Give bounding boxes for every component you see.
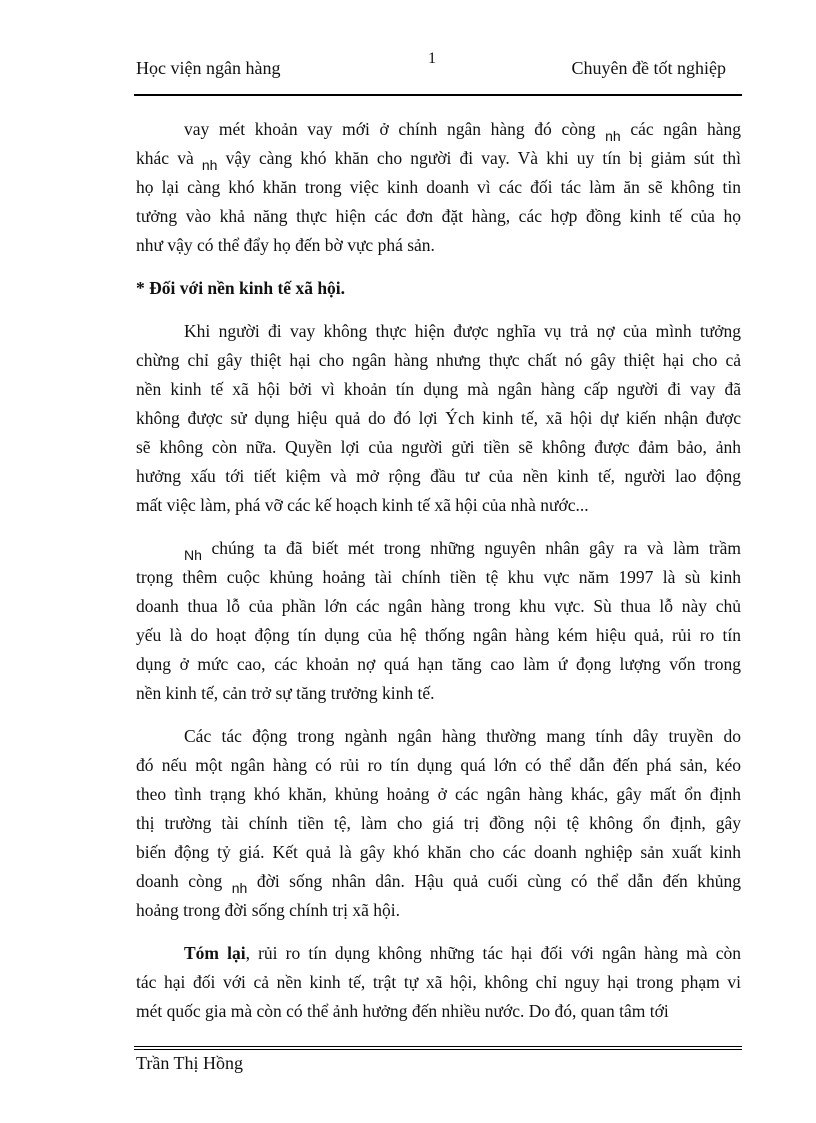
- text-line: [136, 867, 741, 896]
- text-line: [136, 534, 741, 563]
- text-line: trọng thêm cuộc khủng hoảng tài chính tiền tệ khu vực năm 1997 là sù kinh: [136, 567, 741, 587]
- text-line: chừng chỉ gây thiệt hại cho ngân hàng nhưng thực chất nó gây thiệt hại cho cả: [136, 350, 741, 370]
- paragraph-2: [136, 317, 741, 520]
- header-document-type: Chuyên đề tốt nghiệp: [571, 58, 726, 78]
- text-line: [136, 939, 741, 968]
- text-run-small: nh: [231, 880, 248, 896]
- text-line: Các tác động trong ngành ngân hàng thường mang tính dây truyền do: [184, 726, 741, 746]
- text-run-small: Nh: [184, 547, 202, 563]
- text-line: đó nếu một ngân hàng có rủi ro tín dụng quá lớn có thể dẫn đến phá sản, kéo: [136, 755, 741, 775]
- footer-author: Trần Thị Hồng: [136, 1053, 244, 1073]
- text-run-small: nh: [201, 157, 218, 173]
- bold-lead-phrase: Tóm lại: [184, 943, 246, 963]
- text-run: , rủi ro tín dụng không những tác hại đối với ngân hàng mà còn: [245, 943, 741, 963]
- text-line: hưởng xấu tới tiết kiệm và mở rộng đầu tư của nền kinh tế, người lao động: [136, 466, 741, 486]
- text-line: dụng ở mức cao, các khoản nợ quá hạn tăng cao làm ứ đọng lượng vốn trong: [136, 654, 741, 674]
- text-run: khác và: [136, 148, 202, 168]
- text-line: [136, 144, 741, 173]
- text-line: nền kinh tế, cản trở sự tăng trưởng kinh tế.: [136, 683, 435, 703]
- section-heading: * Đối với nền kinh tế xã hội.: [136, 278, 346, 298]
- header-divider: [134, 94, 742, 96]
- paragraph-3: [136, 534, 741, 708]
- page-number: 1: [428, 50, 436, 67]
- text-run: doanh còng: [136, 871, 232, 891]
- text-run: vay mét khoản vay mới ở chính ngân hàng đó còng: [184, 119, 606, 139]
- text-line: mét quốc gia mà còn có thể ảnh hưởng đến nhiều nước. Do đó, quan tâm tới: [136, 1001, 669, 1021]
- text-line: doanh thua lỗ của phần lớn các ngân hàng trong khu vực. Sù thua lỗ này chủ: [136, 596, 741, 616]
- text-line: mất việc làm, phá vỡ các kế hoạch kinh tế xã hội của nhà nước...: [136, 495, 589, 515]
- paragraph-5: [136, 939, 741, 1026]
- text-line: tác hại đối với cả nền kinh tế, trật tự xã hội, không chỉ nguy hại trong phạm vi: [136, 972, 741, 992]
- text-line: [136, 115, 741, 144]
- text-run-small: nh: [605, 128, 621, 144]
- text-run: chúng ta đã biết mét trong những nguyên nhân gây ra và làm trầm: [201, 538, 741, 558]
- text-line: tưởng vào khả năng thực hiện các đơn đặt hàng, các hợp đồng kinh tế của họ: [136, 206, 741, 226]
- text-line: hoảng trong đời sống chính trị xã hội.: [136, 900, 400, 920]
- header-institution: Học viện ngân hàng: [136, 58, 281, 78]
- text-line: sẽ không còn nữa. Quyền lợi của người gửi tiền sẽ không được đảm bảo, ảnh: [136, 437, 741, 457]
- text-run: vậy càng khó khăn cho người đi vay. Và khi uy tín bị giảm sút thì: [217, 148, 741, 168]
- text-line: Khi người đi vay không thực hiện được nghĩa vụ trả nợ của mình tưởng: [184, 321, 741, 341]
- text-run: các ngân hàng: [620, 119, 741, 139]
- text-line: như vậy có thể đẩy họ đến bờ vực phá sản.: [136, 235, 435, 255]
- text-line: yếu là do hoạt động tín dụng của hệ thống ngân hàng kém hiệu quả, rủi ro tín: [136, 625, 741, 645]
- text-line: theo tình trạng khó khăn, khủng hoảng ở các ngân hàng khác, gây mất ổn định: [136, 784, 741, 804]
- text-run: đời sống nhân dân. Hậu quả cuối cùng có thể dẫn đến khủng: [247, 871, 741, 891]
- text-line: họ lại càng khó khăn trong việc kinh doanh vì các đối tác làm ăn sẽ không tin: [136, 177, 741, 197]
- text-line: nền kinh tế xã hội bởi vì khoản tín dụng mà ngân hàng cấp người đi vay đã: [136, 379, 741, 399]
- text-line: thị trường tài chính tiền tệ, làm cho giá trị đồng nội tệ không ổn định, gây: [136, 813, 741, 833]
- paragraph-4: [136, 722, 741, 925]
- text-line: biến động tỷ giá. Kết quả là gây khó khăn cho các doanh nghiệp sản xuất kinh: [136, 842, 741, 862]
- paragraph-1: [136, 115, 741, 260]
- footer-divider: [134, 1046, 742, 1047]
- document-body: [136, 115, 741, 1026]
- text-line: không được sử dụng hiệu quả do đó lợi Ých kinh tế, xã hội dự kiến nhận được: [136, 408, 741, 428]
- footer-divider-secondary: [134, 1049, 742, 1050]
